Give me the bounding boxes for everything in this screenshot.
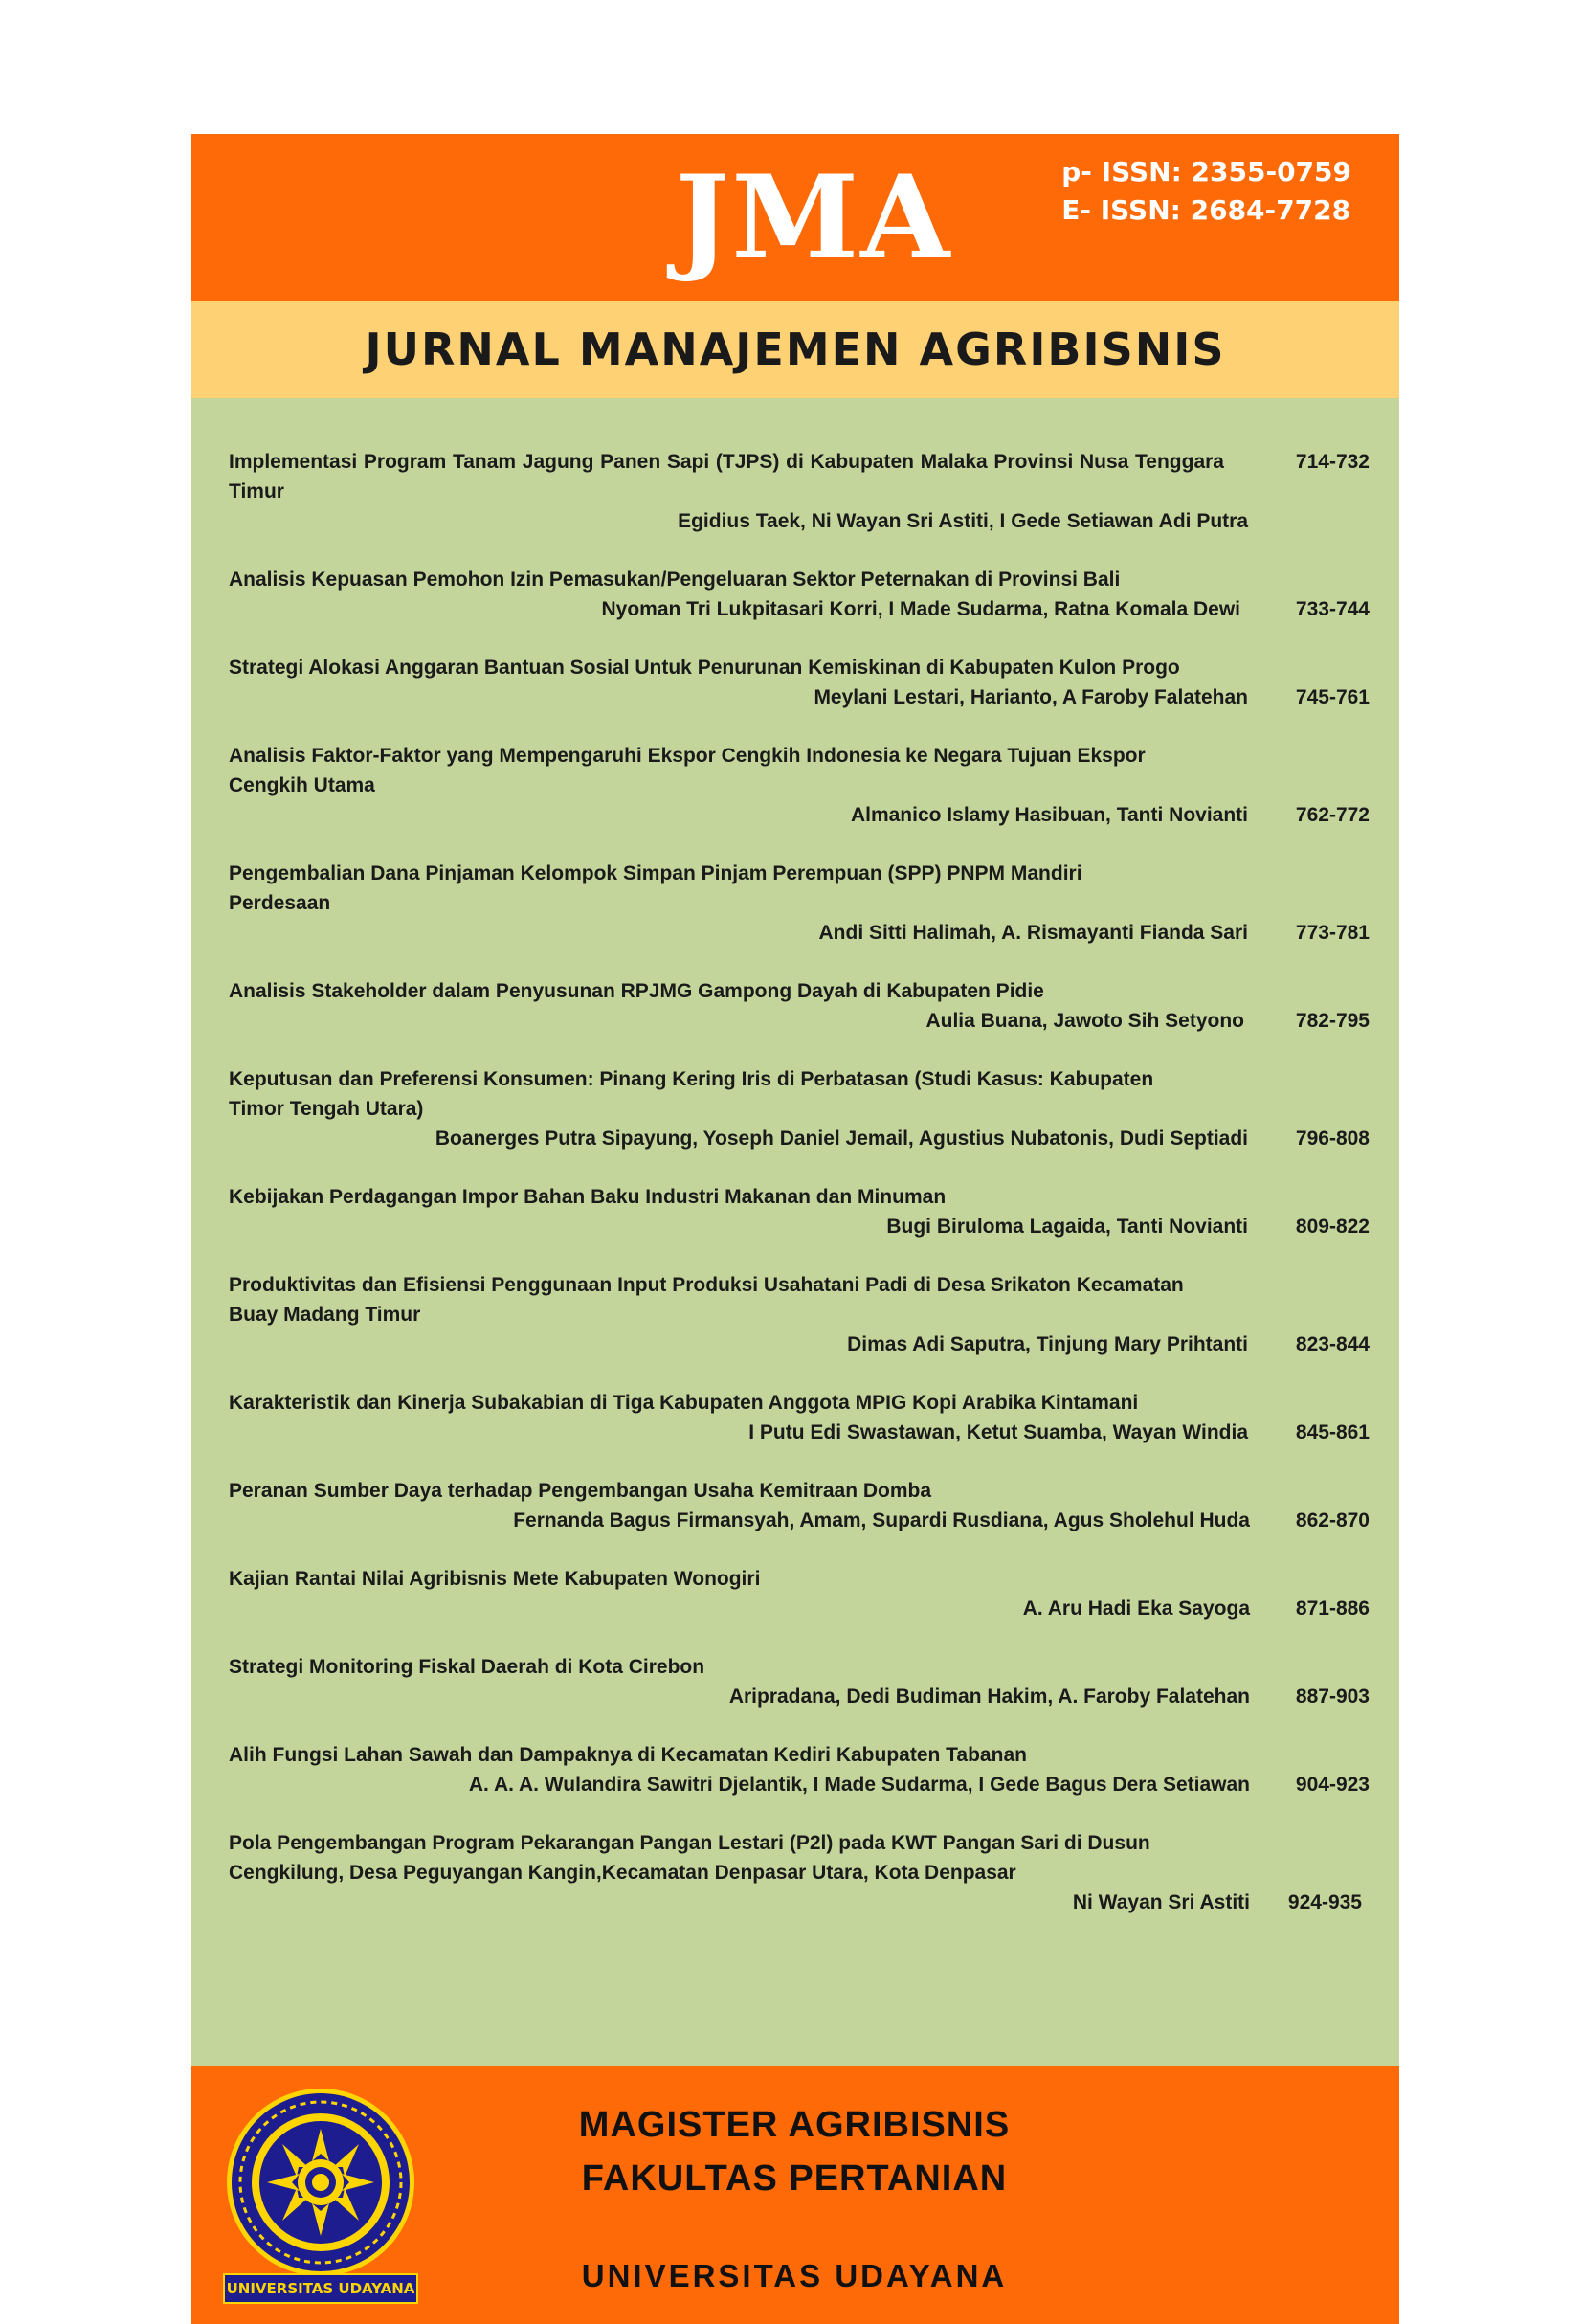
issn-block — [1061, 153, 1351, 230]
seal-label: UNIVERSITAS UDAYANA — [226, 2280, 415, 2297]
article-authors: Ni Wayan Sri Astiti — [1072, 1891, 1250, 1913]
article-authors: Boanerges Putra Sipayung, Yoseph Daniel Jemail, Agustius Nubatonis, Dudi Septiadi — [435, 1128, 1248, 1150]
print-issn: p- ISSN: 2355-0759 — [1061, 156, 1351, 188]
university-name: UNIVERSITAS UDAYANA — [581, 2258, 1008, 2293]
article-pages: 782-795 — [1295, 1010, 1370, 1032]
article-authors: Dimas Adi Saputra, Tinjung Mary Prihtanti — [847, 1333, 1248, 1355]
article-authors: Aripradana, Dedi Budiman Hakim, A. Faroby Falatehan — [728, 1686, 1250, 1708]
article-pages: 845-861 — [1295, 1421, 1370, 1443]
article-pages: 733-744 — [1295, 598, 1370, 620]
toc-entry — [229, 1270, 1370, 1359]
article-title: Strategi Alokasi Anggaran Bantuan Sosial Untuk Penurunan Kemiskinan di Kabupaten Kulon Progo — [229, 657, 1180, 679]
article-title: Produktivitas dan Efisiensi Penggunaan Input Produksi Usahatani Padi di Desa Srikaton Kecamatan Buay Madang Timur — [229, 1274, 1184, 1326]
article-title: Keputusan dan Preferensi Konsumen: Pinang Kering Iris di Perbatasan (Studi Kasus: Kabupaten Timor Tengah Utara) — [229, 1068, 1154, 1120]
toc-entry — [229, 565, 1370, 624]
article-title: Pengembalian Dana Pinjaman Kelompok Simpan Pinjam Perempuan (SPP) PNPM Mandiri Perdesaan — [229, 862, 1082, 914]
article-title: Analisis Faktor-Faktor yang Mempengaruhi Ekspor Cengkih Indonesia ke Negara Tujuan Ekspor Cengkih Utama — [229, 745, 1146, 796]
toc-entry — [229, 1564, 1370, 1623]
article-title: Peranan Sumber Daya terhadap Pengembangan Usaha Kemitraan Domba — [229, 1480, 932, 1502]
article-authors: I Putu Edi Swastawan, Ketut Suamba, Wayan Windia — [748, 1421, 1248, 1443]
article-pages: 862-870 — [1295, 1509, 1370, 1531]
article-pages: 796-808 — [1295, 1128, 1370, 1150]
article-authors: A. Aru Hadi Eka Sayoga — [1022, 1598, 1250, 1620]
article-authors: Egidius Taek, Ni Wayan Sri Astiti, I Gede Setiawan Adi Putra — [678, 510, 1248, 532]
article-title: Analisis Stakeholder dalam Penyusunan RPJMG Gampong Dayah di Kabupaten Pidie — [229, 980, 1044, 1002]
article-title: Strategi Monitoring Fiskal Daerah di Kota Cirebon — [229, 1656, 705, 1678]
article-authors: Nyoman Tri Lukpitasari Korri, I Made Sudarma, Ratna Komala Dewi — [601, 598, 1240, 620]
article-pages: 745-761 — [1295, 686, 1370, 708]
table-of-contents — [191, 398, 1399, 2066]
article-title: Pola Pengembangan Program Pekarangan Pangan Lestari (P2l) pada KWT Pangan Sari di Dusun Cengkilung, Desa Peguyangan Kangin,Kecamatan Denpasar Utara, Kota Denpasar — [229, 1832, 1150, 1884]
article-pages: 924-935 — [1287, 1891, 1362, 1913]
article-authors: Bugi Biruloma Lagaida, Tanti Novianti — [886, 1216, 1248, 1238]
toc-entry — [229, 447, 1370, 536]
toc-entry — [229, 976, 1370, 1036]
article-pages: 904-923 — [1295, 1774, 1370, 1796]
article-title: Kebijakan Perdagangan Impor Bahan Baku Industri Makanan dan Minuman — [229, 1186, 947, 1208]
faculty-name: FAKULTAS PERTANIAN — [581, 2158, 1008, 2199]
article-title: Karakteristik dan Kinerja Subakabian di Tiga Kabupaten Anggota MPIG Kopi Arabika Kintamani — [229, 1392, 1139, 1414]
article-authors: Fernanda Bagus Firmansyah, Amam, Supardi Rusdiana, Agus Sholehul Huda — [513, 1509, 1250, 1531]
cover-footer — [191, 2066, 1399, 2324]
journal-title: JURNAL MANAJEMEN AGRIBISNIS — [365, 324, 1226, 375]
article-pages: 823-844 — [1295, 1333, 1370, 1355]
cover-header — [191, 134, 1399, 301]
title-band — [191, 301, 1399, 398]
toc-entry — [229, 653, 1370, 712]
journal-cover — [191, 134, 1399, 2297]
journal-logo: JMA — [675, 150, 952, 285]
article-title: Kajian Rantai Nilai Agribisnis Mete Kabupaten Wonogiri — [229, 1568, 761, 1590]
article-authors: A. A. A. Wulandira Sawitri Djelantik, I Made Sudarma, I Gede Bagus Dera Setiawan — [468, 1774, 1250, 1796]
program-name: MAGISTER AGRIBISNIS — [578, 2105, 1011, 2145]
toc-entry — [229, 1476, 1370, 1535]
toc-entry — [229, 1652, 1370, 1711]
article-pages: 809-822 — [1295, 1216, 1370, 1238]
article-title: Alih Fungsi Lahan Sawah dan Dampaknya di Kecamatan Kediri Kabupaten Tabanan — [229, 1744, 1027, 1766]
article-authors: Meylani Lestari, Harianto, A Faroby Falatehan — [814, 686, 1248, 708]
article-title: Analisis Kepuasan Pemohon Izin Pemasukan/Pengeluaran Sektor Peternakan di Provinsi Bali — [229, 569, 1121, 591]
article-pages: 714-732 — [1295, 451, 1370, 473]
article-authors: Andi Sitti Halimah, A. Rismayanti Fianda Sari — [818, 922, 1248, 944]
article-pages: 871-886 — [1295, 1598, 1370, 1620]
article-pages: 887-903 — [1295, 1686, 1370, 1708]
article-authors: Almanico Islamy Hasibuan, Tanti Novianti — [850, 804, 1248, 826]
toc-entry — [229, 859, 1370, 948]
toc-entry — [229, 1388, 1370, 1447]
article-title: Implementasi Program Tanam Jagung Panen Sapi (TJPS) di Kabupaten Malaka Provinsi Nusa Tenggara Timur — [229, 451, 1224, 503]
article-pages: 762-772 — [1295, 804, 1370, 826]
toc-entry — [229, 1064, 1370, 1153]
article-pages: 773-781 — [1295, 922, 1370, 944]
toc-entry — [229, 1828, 1370, 1917]
electronic-issn: E- ISSN: 2684-7728 — [1061, 194, 1351, 226]
article-authors: Aulia Buana, Jawoto Sih Setyono — [925, 1010, 1244, 1032]
toc-entry — [229, 1740, 1370, 1799]
toc-entry — [229, 741, 1370, 830]
toc-entry — [229, 1182, 1370, 1241]
